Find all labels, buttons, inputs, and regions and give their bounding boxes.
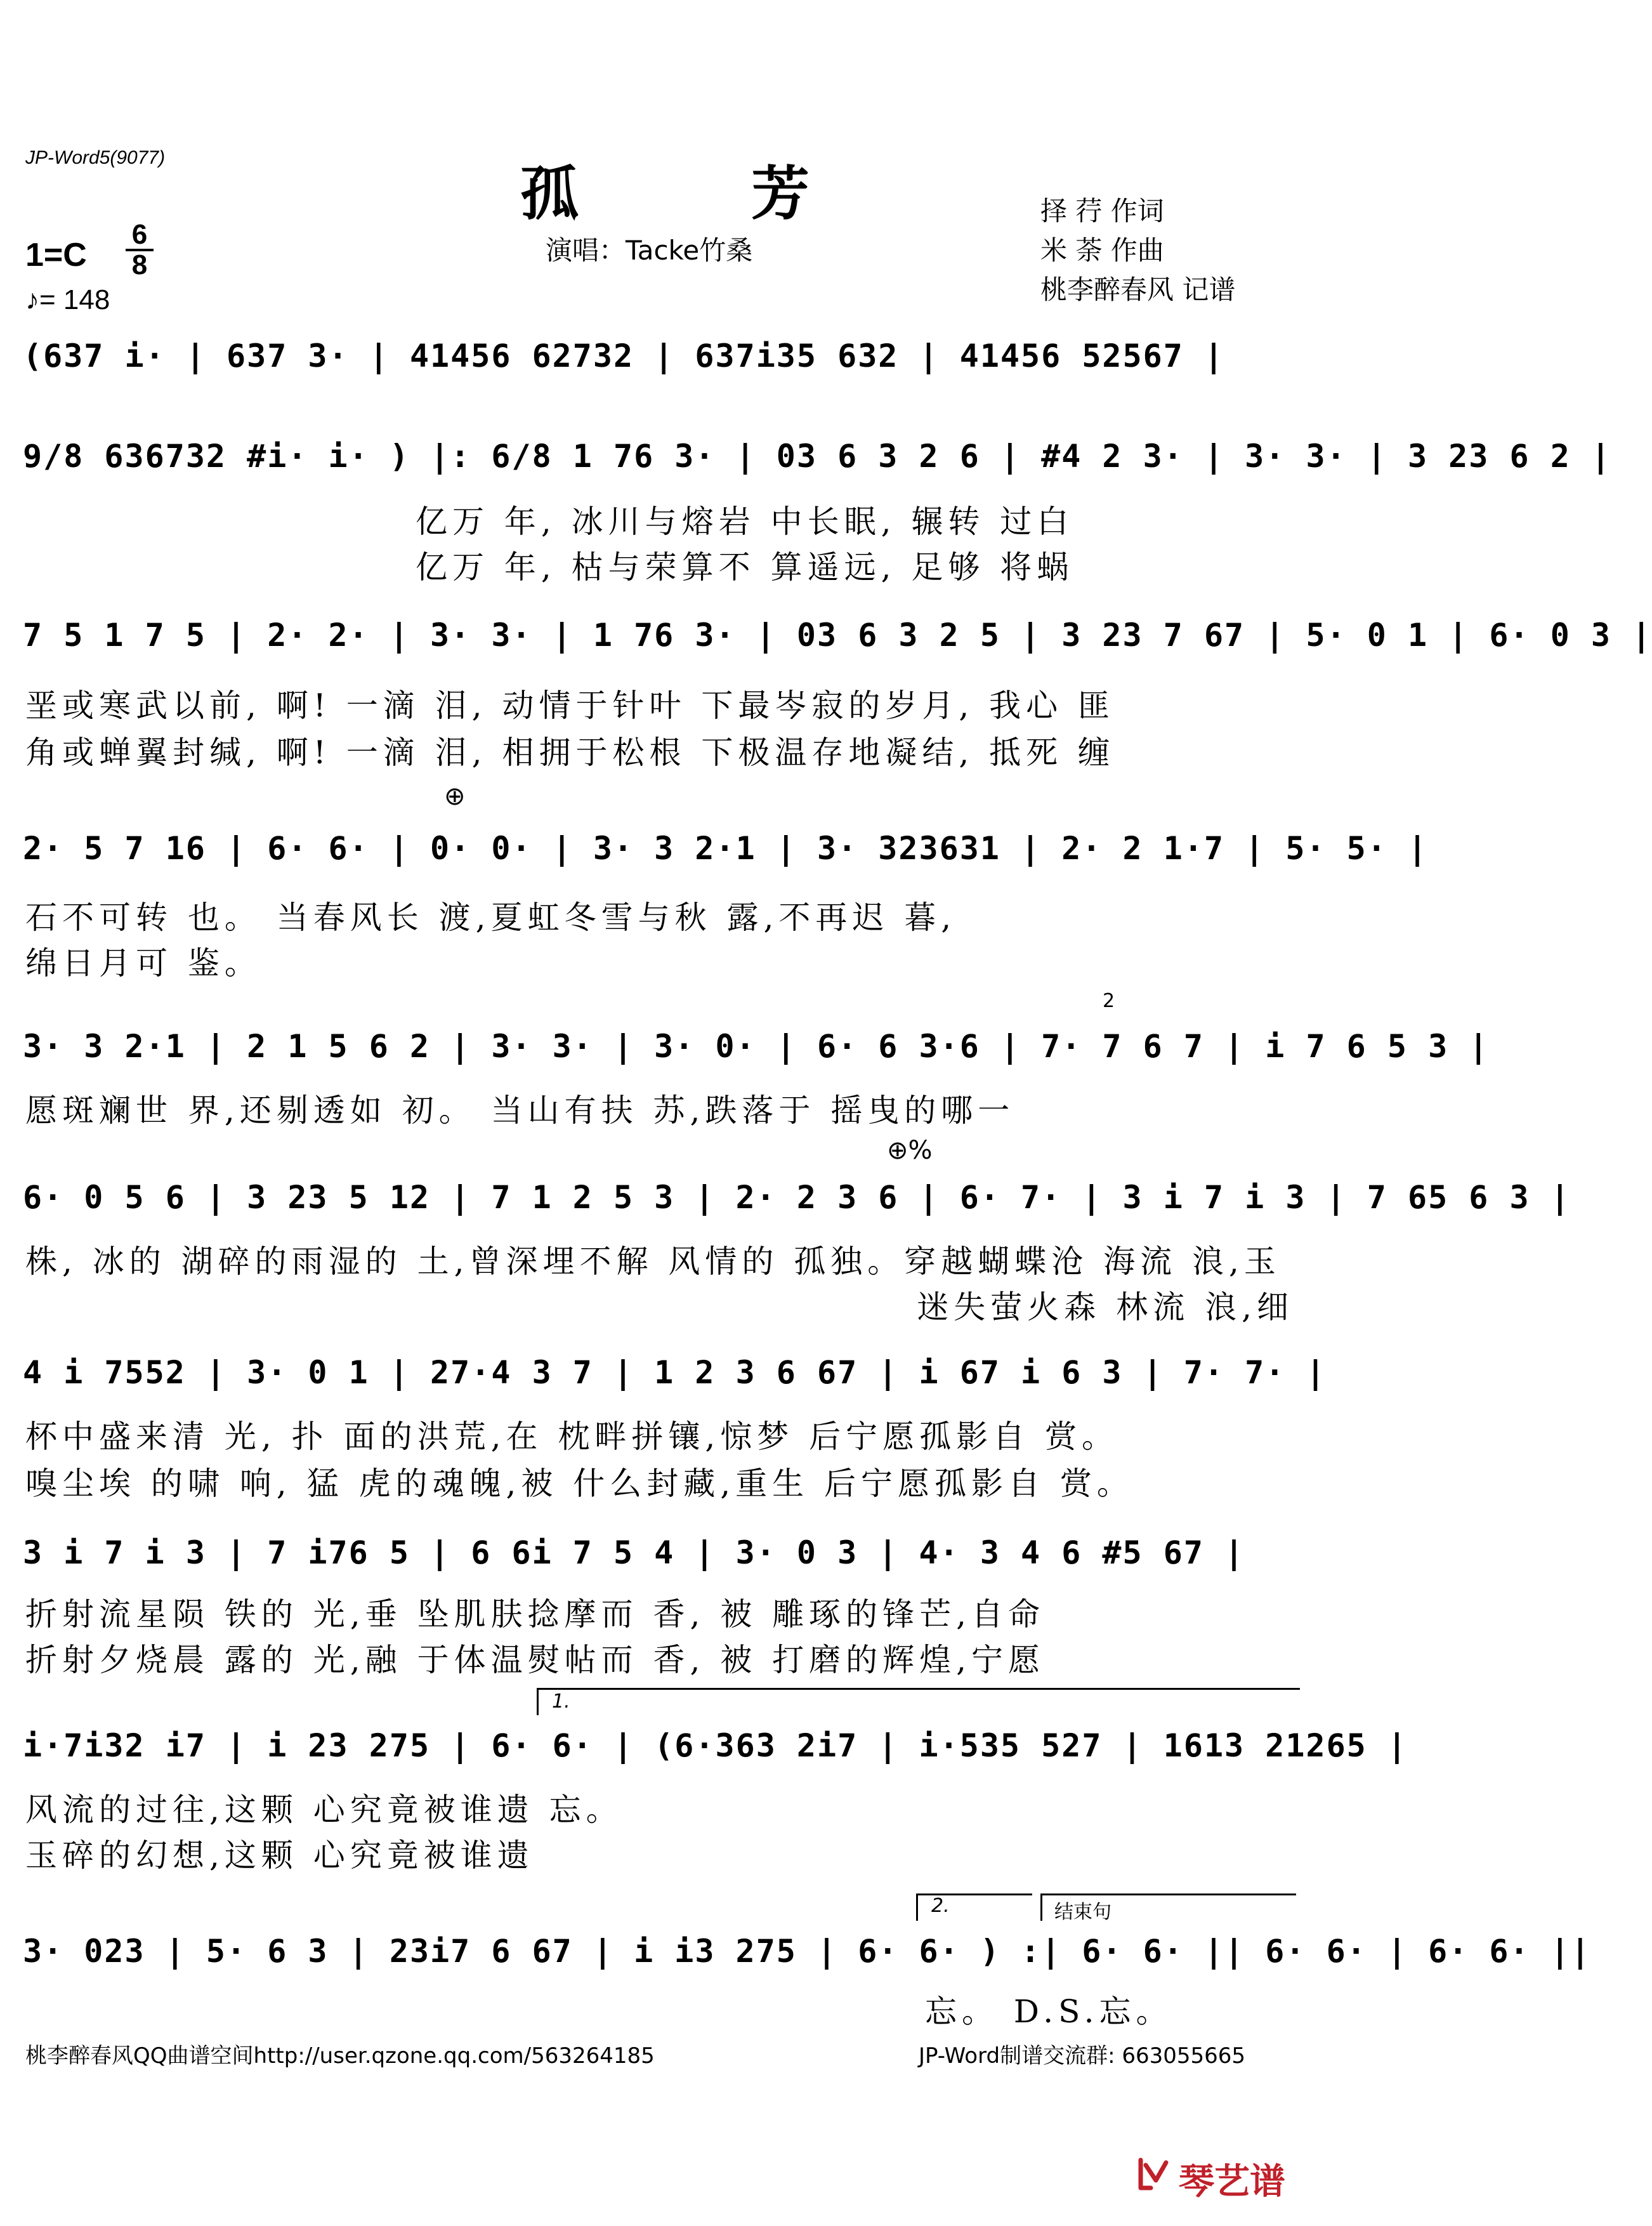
notation-line-3: 7 5 1 7 5 | 2· 2· | 3· 3· | 1 76 3· | 03 6 3 2 5 | 3 23 7 67 | 5· 0 1 | 6· 0 3 | — [23, 617, 1652, 654]
tempo-marking: ♪= 148 — [25, 284, 110, 315]
music-logo-icon — [1137, 2155, 1175, 2193]
time-signature — [126, 219, 154, 280]
singer-credit: 演唱：Tacke竹桑 — [546, 235, 753, 266]
lyric-line-2b: 亿万 年, 枯与荣算不 算遥远, 足够 将蜗 — [416, 549, 1074, 586]
lyric-line-4b: 绵日月可 鉴。 — [25, 945, 261, 982]
lyric-line-7b: 嗅尘埃 的啸 响, 猛 虎的魂魄,被 什么封藏,重生 后宁愿孤影自 赏。 — [25, 1465, 1134, 1502]
triplet-mark: 2 — [1103, 990, 1115, 1012]
brand-logo — [1137, 2151, 1295, 2202]
notation-line-1: (637 i· | 637 3· | 41456 62732 | 637i35 632 | 41456 52567 | — [23, 338, 1225, 374]
notation-line-5: 3· 3 2·1 | 2 1 5 6 2 | 3· 3· | 3· 0· | 6· 6 3·6 | 7· 7 6 7 | i 7 6 5 3 | — [23, 1028, 1490, 1065]
lyric-line-6a: 株, 冰的 湖碎的雨湿的 土,曾深埋不解 风情的 孤独。穿越蝴蝶沧 海流 浪,玉 — [25, 1243, 1281, 1280]
notation-line-2: 9/8 636732 #i· i· ) |: 6/8 1 76 3· | 03 6 3 2 6 | #4 2 3· | 3· 3· | 3 23 6 2 | — [23, 438, 1611, 475]
lyric-line-3b: 角或蝉翼封缄, 啊! 一滴 泪, 相拥于松根 下极温存地凝结, 抵死 缠 — [25, 734, 1115, 771]
lyricist-credit: 择 荇 作词 — [1040, 195, 1164, 227]
lyric-line-7a: 杯中盛来清 光, 扑 面的洪荒,在 枕畔拼镶,惊梦 后宁愿孤影自 赏。 — [25, 1418, 1119, 1455]
lyric-line-5a: 愿斑斓世 界,还剔透如 初。 当山有扶 苏,跌落于 摇曳的哪一 — [25, 1092, 1015, 1129]
notation-line-10: 3· 023 | 5· 6 3 | 23i7 6 67 | i i3 275 | 6· 6· ) :| 6· 6· || 6· 6· | 6· 6· || — [23, 1933, 1591, 1970]
ending-label: 结束句 — [1054, 1901, 1111, 1923]
notation-line-6: 6· 0 5 6 | 3 23 5 12 | 7 1 2 5 3 | 2· 2 3 6 | 6· 7· | 3 i 7 i 3 | 7 65 6 3 | — [23, 1179, 1571, 1216]
volta-1-label: 1. — [552, 1690, 570, 1713]
coda-segno-mark: ⊕% — [887, 1136, 933, 1165]
lyric-line-2a: 亿万 年, 冰川与熔岩 中长眠, 辗转 过白 — [416, 503, 1074, 540]
lyric-line-9a: 风流的过往,这颗 心究竟被谁遗 忘。 — [25, 1791, 623, 1828]
brand-logo-text: 琴艺谱 — [1179, 2161, 1285, 2203]
volta-1-bracket — [537, 1688, 1300, 1715]
notation-line-8: 3 i 7 i 3 | 7 i76 5 | 6 6i 7 5 4 | 3· 0 3 | 4· 3 4 6 #5 67 | — [23, 1534, 1245, 1571]
song-title: 孤 芳 — [520, 159, 886, 228]
lyric-line-4a: 石不可转 也。 当春风长 渡,夏虹冬雪与秋 露,不再迟 暮, — [25, 899, 957, 936]
lyric-line-10a: 忘。 D.S.忘。 — [925, 1993, 1173, 2030]
software-label: JP-Word5(9077) — [25, 147, 166, 168]
lyric-line-3a: 垩或寒武以前, 啊! 一滴 泪, 动情于针叶 下最岑寂的岁月, 我心 匪 — [25, 687, 1115, 724]
composer-credit: 米 荼 作曲 — [1040, 235, 1164, 266]
lyric-line-8a: 折射流星陨 铁的 光,垂 坠肌肤捻摩而 香, 被 雕琢的锋芒,自命 — [25, 1596, 1046, 1633]
lyric-line-9b: 玉碎的幻想,这颗 心究竟被谁遗 — [25, 1837, 534, 1874]
transcriber-credit: 桃李醉春风 记谱 — [1040, 274, 1236, 305]
notation-line-9: i·7i32 i7 | i 23 275 | 6· 6· | (6·363 2i7 | i·535 527 | 1613 21265 | — [23, 1727, 1408, 1764]
coda-mark: ⊕ — [444, 782, 466, 811]
footer-group-info: JP-Word制谱交流群: 663055665 — [919, 2043, 1246, 2069]
lyric-line-6b: 迷失萤火森 林流 浪,细 — [917, 1289, 1294, 1326]
time-numerator: 6 — [131, 219, 148, 250]
notation-line-7: 4 i 7552 | 3· 0 1 | 27·4 3 7 | 1 2 3 6 67 | i 67 i 6 3 | 7· 7· | — [23, 1354, 1327, 1391]
time-denominator: 8 — [131, 249, 148, 280]
volta-2-label: 2. — [931, 1895, 950, 1917]
key-signature: 1=C — [25, 237, 87, 273]
footer-qzone-link: 桃李醉春风QQ曲谱空间http://user.qzone.qq.com/563264185 — [25, 2043, 655, 2069]
notation-line-4: 2· 5 7 16 | 6· 6· | 0· 0· | 3· 3 2·1 | 3· 323631 | 2· 2 1·7 | 5· 5· | — [23, 830, 1429, 867]
lyric-line-8b: 折射夕烧晨 露的 光,融 于体温熨帖而 香, 被 打磨的辉煌,宁愿 — [25, 1642, 1046, 1678]
